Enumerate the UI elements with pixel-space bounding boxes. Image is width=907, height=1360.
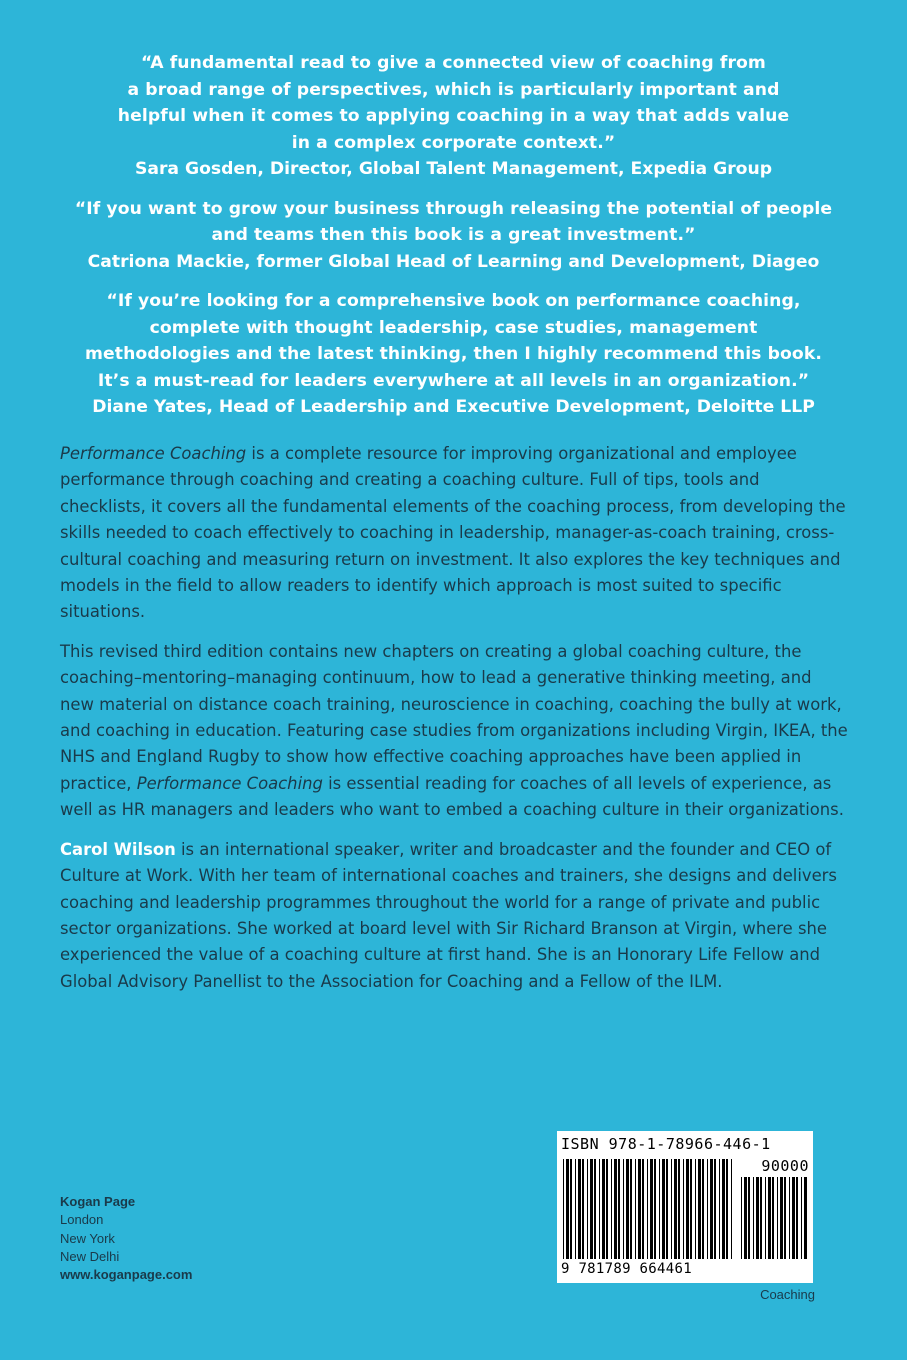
endorsement-2 [40,196,867,276]
quote-attribution: Catriona Mackie, former Global Head of Learning and Development, Diageo [87,251,820,272]
barcode-bar [578,1159,581,1259]
barcode-bar [602,1159,605,1259]
publisher-website: www.koganpage.com [60,1267,193,1283]
barcode-bar [659,1159,660,1259]
barcode-bar [731,1159,732,1259]
barcode-bar [756,1177,759,1259]
barcode-bar [796,1177,798,1259]
barcode-bar [566,1159,569,1259]
barcode-bar [804,1177,807,1259]
barcode-bar [772,1177,774,1259]
quote-line: It’s a must-read for leaders everywhere at all levels in an organization.” [97,370,810,391]
barcode-bar [614,1159,617,1259]
barcode-bar [582,1159,584,1259]
isbn-text: ISBN 978-1-78966-446-1 [561,1135,771,1153]
barcode-bar [695,1159,696,1259]
barcode-bar [683,1159,684,1259]
barcode-bar [748,1177,750,1259]
author-bio [60,837,850,995]
barcode-bar [784,1177,786,1259]
barcode-bar [780,1177,783,1259]
quote-line: “A fundamental read to give a connected view of coaching from [141,53,766,73]
barcode-bar [768,1177,771,1259]
quote-line: and teams then this book is a great investment.” [211,225,696,245]
barcode-bar [702,1159,704,1259]
barcode-bar [570,1159,572,1259]
author-bio-text: is an international speaker, writer and broadcaster and the founder and CEO of Culture at Work. With her team of international coaches and trainers, she designs and delivers coaching and leadership programmes throughout the world for a range of private and public sector organizations. She worked at board level with Sir Richard Branson at Virgin, where she experienced the value of a coaching culture at first hand. She is an Honorary Life Fellow and Global Advisory Panellist to the Association for Coaching and a Fellow of the ILM. [60,839,837,991]
publisher-city: New York [60,1230,115,1246]
quote-line: helpful when it comes to applying coaching in a way that adds value [117,106,790,126]
isbn-barcode [557,1131,813,1283]
publisher-city: New Delhi [60,1248,120,1264]
barcode-bar [635,1159,636,1259]
barcode-bar [690,1159,692,1259]
barcode-bar [714,1159,716,1259]
barcode-bar [654,1159,656,1259]
barcode-bar [594,1159,596,1259]
barcode-bar [671,1159,672,1259]
barcode-bar [719,1159,720,1259]
barcode-bar [638,1159,641,1259]
publisher-city: London [60,1212,104,1228]
barcode-bar [650,1159,653,1259]
barcode-bar [777,1177,778,1259]
barcode-bar [792,1177,795,1259]
barcode-bar [753,1177,754,1259]
ean-number: 9 781789 664461 [561,1261,692,1277]
barcode-bar [626,1159,629,1259]
author-name: Carol Wilson [60,839,176,859]
endorsement-3 [40,288,867,421]
barcode-bar [707,1159,708,1259]
description-paragraph-1 [60,441,850,626]
book-title: Performance Coaching [136,773,323,793]
barcode-bar [726,1159,728,1259]
quote-line: methodologies and the latest thinking, then I highly recommend this book. [85,344,822,364]
barcode-bar [623,1159,624,1259]
barcode-bars [563,1159,735,1259]
quote-line: complete with thought leadership, case studies, management [149,317,758,338]
barcode-bar [801,1177,802,1259]
quote-line: “If you’re looking for a comprehensive book on performance coaching, [106,291,801,311]
barcode-bar [642,1159,644,1259]
price-code: 90000 [761,1157,809,1175]
barcode-bar [599,1159,600,1259]
barcode-bar [666,1159,668,1259]
barcode-bar [611,1159,612,1259]
barcode-bar [630,1159,632,1259]
barcode-bar [563,1159,564,1259]
barcode-bar [678,1159,680,1259]
barcode-bar [765,1177,766,1259]
description-paragraph-2 [60,639,850,824]
barcode-bar [722,1159,725,1259]
description-text: is essential reading for coaches of all levels of experience, as well as HR managers and leaders who want to embed a coaching culture in their organizations. [60,773,844,820]
category-label: Coaching [760,1287,815,1302]
description-text: is a complete resource for improving organizational and employee performance through coaching and creating a coaching culture. Full of tips, tools and checklists, it covers all the fundamental elements of the coaching process, from developing the skills needed to coach effectively to coaching in leadership, manager-as-coach training, cross-cultural coaching and measuring return on investment. It also explores the key techniques and models in the field to allow readers to identify which approach is most suited to specific situations. [60,444,846,622]
publisher-name: Kogan Page [60,1194,136,1209]
book-description [60,441,850,1008]
endorsement-1 [40,50,867,183]
barcode-bar [662,1159,665,1259]
barcode-bar [760,1177,762,1259]
barcode-bar [575,1159,576,1259]
endorsements [40,50,867,434]
book-title: Performance Coaching [60,444,247,463]
barcode-bar [686,1159,689,1259]
barcode-bar [674,1159,677,1259]
barcode-bar [741,1177,742,1259]
barcode-bar [606,1159,608,1259]
addon-barcode-bars [741,1177,807,1259]
quote-line: in a complex corporate context.” [291,132,616,153]
barcode-bar [590,1159,593,1259]
barcode-bar [698,1159,701,1259]
quote-attribution: Sara Gosden, Director, Global Talent Management, Expedia Group [134,159,773,179]
barcode-bar [587,1159,588,1259]
quote-line: “If you want to grow your business through releasing the potential of people [74,198,833,219]
barcode-bar [744,1177,747,1259]
quote-line: a broad range of perspectives, which is particularly important and [127,79,780,100]
publisher-info [60,1193,192,1284]
barcode-bar [647,1159,648,1259]
barcode-bar [710,1159,713,1259]
barcode-bar [618,1159,620,1259]
quote-attribution: Diane Yates, Head of Leadership and Executive Development, Deloitte LLP [92,397,815,417]
description-text: This revised third edition contains new chapters on creating a global coaching culture, the coaching–mentoring–managing continuum, how to lead a generative thinking meeting, and new material on distance coach training, neuroscience in coaching, coaching the bully at work, and coaching in education. Featuring case studies from organizations including Virgin, IKEA, the NHS and England Rugby to show how effective coaching approaches have been applied in practice, [60,641,848,793]
barcode-bar [789,1177,790,1259]
